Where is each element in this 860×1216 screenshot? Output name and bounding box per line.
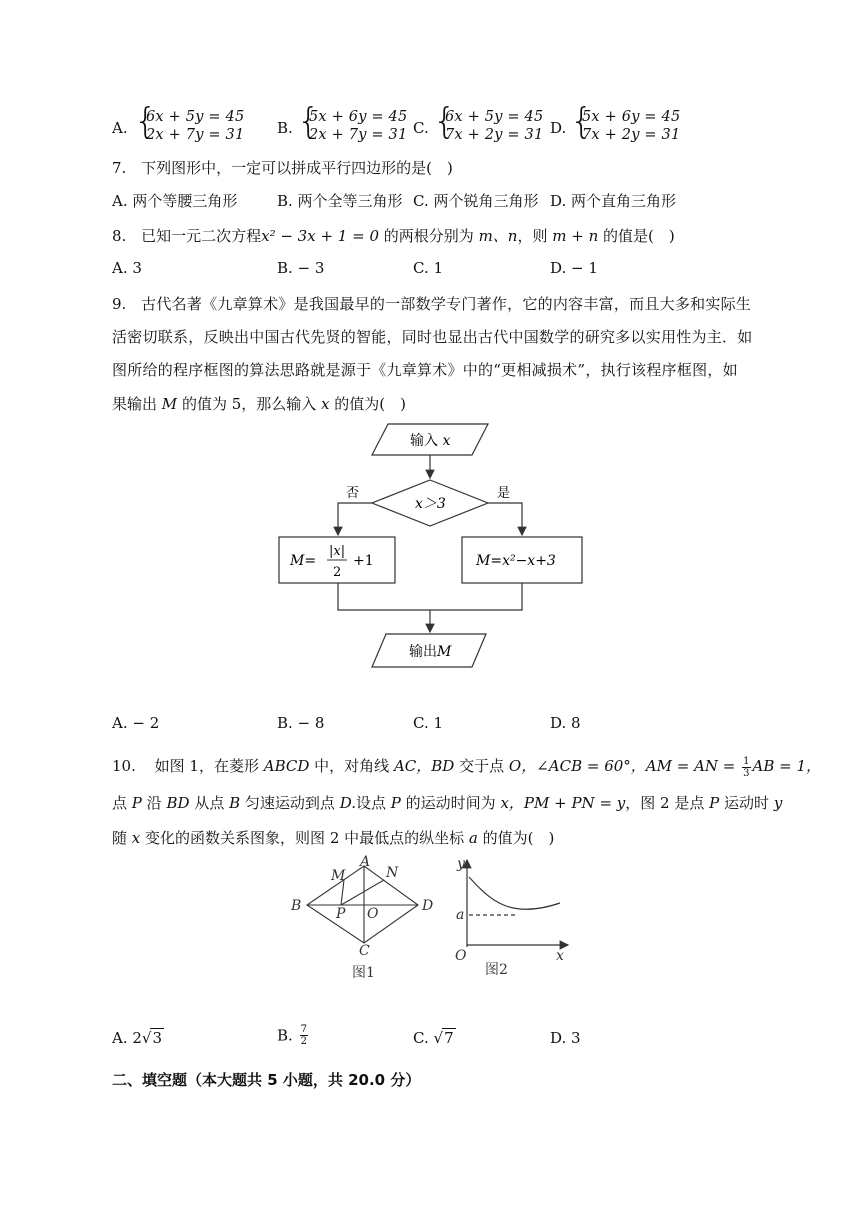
q10-var: x，PM + PN = y bbox=[500, 794, 626, 812]
q10-line2 bbox=[112, 792, 782, 813]
q10-var: x bbox=[131, 829, 141, 847]
q6-a-eq1: 6x + 5y = 45 bbox=[146, 109, 245, 125]
fig1-caption: 图1 bbox=[352, 965, 375, 981]
q10-a-radicand: 3 bbox=[152, 1029, 163, 1047]
q9-line1 bbox=[112, 293, 751, 314]
q10-figure2 bbox=[440, 852, 580, 982]
q9-option-d: D. 8 bbox=[550, 714, 581, 732]
q7-option-c: C. 两个锐角三角形 bbox=[413, 192, 539, 210]
q10-figure1 bbox=[288, 852, 438, 982]
pt-c: C bbox=[359, 943, 370, 959]
q9-flowchart bbox=[270, 415, 600, 675]
q10-var: B bbox=[229, 794, 241, 812]
pt-m: M bbox=[331, 868, 346, 884]
pt-p: P bbox=[336, 906, 346, 922]
q10-text: 交于点 bbox=[459, 757, 505, 775]
q10-option-d: D. 3 bbox=[550, 1029, 581, 1047]
q10-text: 如图 1，在菱形 bbox=[154, 757, 259, 775]
q6-d-label: D. bbox=[550, 119, 567, 137]
brace-icon: { bbox=[570, 101, 593, 142]
q7-option-d: D. 两个直角三角形 bbox=[550, 192, 677, 210]
q10-text: 变化的函数关系图象，则图 2 中最低点的纵坐标 bbox=[145, 829, 465, 847]
q6-c-eq1: 6x + 5y = 45 bbox=[445, 109, 544, 125]
q10-option-a: A. 2√3 bbox=[112, 1029, 163, 1047]
q8-text-post: 的值是( ) bbox=[603, 227, 675, 245]
q10-var: D. bbox=[339, 794, 356, 812]
flow-right-label: M=x²−x+3 bbox=[476, 553, 556, 569]
pt-a: A bbox=[360, 854, 371, 870]
q10-var: ABCD bbox=[263, 757, 310, 775]
pt-b: B bbox=[291, 898, 302, 914]
q10-text: 随 bbox=[112, 829, 128, 847]
q7-stem bbox=[112, 157, 453, 178]
q10-text: 的运动时间为 bbox=[405, 794, 496, 812]
fig2-curve bbox=[469, 877, 560, 909]
q10-var: y bbox=[773, 794, 783, 812]
q10-text: 匀速运动到点 bbox=[244, 794, 335, 812]
q9-line2: 活密切联系，反映出中国古代先贤的智能，同时也显出古代中国数学的研究多以实用性为主．如 bbox=[112, 328, 753, 346]
q8-number: 8. bbox=[112, 227, 127, 245]
q6-a-eq2: 2x + 7y = 31 bbox=[146, 127, 245, 143]
flow-no-label: 否 bbox=[346, 486, 360, 501]
q9-number: 9. bbox=[112, 295, 127, 313]
q10-option-b bbox=[277, 1024, 310, 1047]
q10-text: 设点 bbox=[355, 794, 386, 812]
q10-line3 bbox=[112, 827, 554, 848]
q8-equation: x² − 3x + 1 = 0 bbox=[261, 227, 379, 245]
q10-var: P bbox=[131, 794, 142, 812]
q10-var: P bbox=[390, 794, 401, 812]
q9-line4-pre: 果输出 bbox=[112, 395, 158, 413]
q8-text-mid: 的两根分别为 bbox=[383, 227, 474, 245]
flow-input-label: 输入 x bbox=[410, 433, 451, 449]
q8-stem bbox=[112, 225, 675, 246]
flow-left-tail: +1 bbox=[353, 553, 374, 569]
q9-option-c: C. 1 bbox=[413, 714, 444, 732]
q9-option-b: B. − 8 bbox=[277, 714, 325, 732]
q10-var: AB = 1， bbox=[752, 757, 822, 775]
section-heading: 二、填空题（本大题共 5 小题，共 20.0 分） bbox=[112, 1071, 421, 1089]
q10-var: BD bbox=[166, 794, 190, 812]
q9-line4-mid: 的值为 5，那么输入 bbox=[181, 395, 317, 413]
q10-text: 从点 bbox=[194, 794, 225, 812]
flow-left-den: 2 bbox=[333, 565, 342, 580]
q10-a-pre: A. 2 bbox=[112, 1029, 142, 1047]
axis-a: a bbox=[456, 907, 465, 923]
brace-icon: { bbox=[134, 101, 157, 142]
q10-frac: $\frac{1}{3}$ bbox=[743, 755, 750, 779]
q6-c-label: C. bbox=[413, 119, 429, 137]
q8-text-pre: 已知一元二次方程 bbox=[141, 227, 262, 245]
flow-yes-label: 是 bbox=[497, 486, 511, 501]
q10-var: O，∠ACB = 60°，AM = AN = bbox=[508, 757, 736, 775]
q10-b-frac: $\frac{7}{2}$ bbox=[300, 1024, 307, 1047]
q6-b-eq1: 5x + 6y = 45 bbox=[309, 109, 408, 125]
q8-option-d: D. − 1 bbox=[550, 259, 598, 277]
q10-text: 沿 bbox=[146, 794, 162, 812]
q10-c-pre: C. bbox=[413, 1029, 429, 1047]
brace-icon: { bbox=[297, 101, 320, 142]
q9-line1-text: 古代名著《九章算术》是我国最早的一部数学专门著作，它的内容丰富，而且大多和实际生 bbox=[141, 295, 752, 313]
fig2-caption: 图2 bbox=[485, 962, 508, 978]
q9-line4 bbox=[112, 393, 406, 414]
pt-n: N bbox=[386, 865, 399, 881]
q9-var-m: M bbox=[161, 395, 178, 413]
q9-line4-post: 的值为( ) bbox=[334, 395, 406, 413]
q10-text: ，图 2 是点 bbox=[625, 794, 705, 812]
q6-b-eq2: 2x + 7y = 31 bbox=[309, 127, 408, 143]
q6-a-label: A. bbox=[112, 119, 128, 137]
q7-option-a: A. 两个等腰三角形 bbox=[112, 192, 238, 210]
pt-o: O bbox=[367, 906, 379, 922]
q10-text: 的值为( ) bbox=[482, 829, 555, 847]
q6-d-eq2: 7x + 2y = 31 bbox=[582, 127, 681, 143]
q9-var-x: x bbox=[321, 395, 330, 413]
q8-option-c: C. 1 bbox=[413, 259, 444, 277]
q10-line1 bbox=[112, 755, 821, 779]
q10-var: P bbox=[709, 794, 720, 812]
q8-option-a: A. 3 bbox=[112, 259, 142, 277]
q10-var: a bbox=[468, 829, 478, 847]
q9-line3: 图所给的程序框图的算法思路就是源于《九章算术》中的“更相减损术”，执行该程序框图，如 bbox=[112, 361, 738, 379]
brace-icon: { bbox=[433, 101, 456, 142]
q8-text-mid2: ，则 bbox=[517, 227, 548, 245]
q6-c-eq2: 7x + 2y = 31 bbox=[445, 127, 544, 143]
q10-b-pre: B. bbox=[277, 1026, 293, 1045]
q6-b-label: B. bbox=[277, 119, 293, 137]
axis-x: x bbox=[556, 948, 564, 964]
q10-c-radicand: 7 bbox=[444, 1029, 454, 1047]
q7-option-b: B. 两个全等三角形 bbox=[277, 192, 403, 210]
flow-left-m: M= bbox=[290, 553, 317, 569]
q10-option-c: C. √7 bbox=[413, 1029, 454, 1047]
flow-cond-label: x＞3 bbox=[415, 496, 446, 512]
flow-left-num: |x| bbox=[329, 544, 346, 559]
pt-d: D bbox=[422, 898, 434, 914]
flow-output-label: 输出M bbox=[409, 644, 452, 660]
q6-d-eq1: 5x + 6y = 45 bbox=[582, 109, 681, 125]
q8-roots: m、n bbox=[478, 227, 518, 245]
q10-text: 运动时 bbox=[724, 794, 770, 812]
q8-option-b: B. − 3 bbox=[277, 259, 325, 277]
q10-text: 点 bbox=[112, 794, 128, 812]
q8-expr: m + n bbox=[552, 227, 599, 245]
q9-option-a: A. − 2 bbox=[112, 714, 160, 732]
axis-o: O bbox=[455, 948, 467, 964]
q10-number: 10. bbox=[112, 757, 136, 775]
q10-var: AC，BD bbox=[393, 757, 455, 775]
q7-text: 下列图形中，一定可以拼成平行四边形的是( ) bbox=[141, 159, 453, 177]
q7-number: 7. bbox=[112, 159, 127, 177]
q10-text: 中，对角线 bbox=[314, 757, 390, 775]
axis-y: y bbox=[457, 856, 465, 872]
